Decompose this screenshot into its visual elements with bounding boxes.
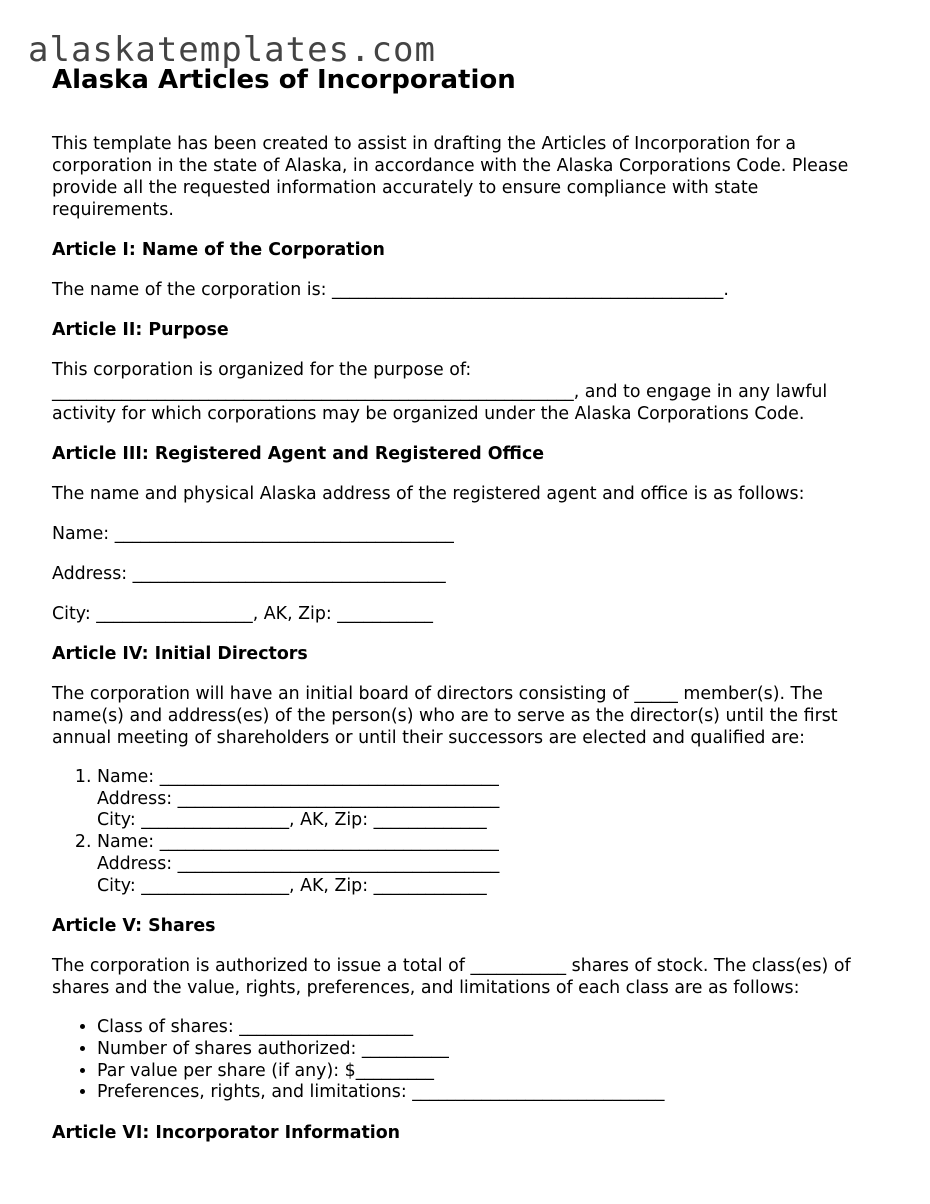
article-6-heading: Article VI: Incorporator Information: [52, 1123, 401, 1144]
agent-city-field: City: __________________, AK, Zip: ___________: [52, 604, 433, 624]
watermark: alaskatemplates.com: [28, 30, 436, 70]
shares-list-item: • Class of shares: ____________________: [97, 1017, 882, 1039]
document-body: [52, 64, 882, 1162]
directors-list: [52, 767, 882, 897]
director-name-field: 2. Name: _______________________________________: [97, 832, 499, 853]
article-3-heading: Article III: Registered Agent and Registered Office: [52, 444, 545, 464]
article-5-heading: Article V: Shares: [52, 916, 216, 937]
director-name-field: 1. Name: _______________________________________: [97, 767, 499, 787]
shares-list-item: • Par value per share (if any): $_________: [97, 1061, 882, 1083]
document-title: Alaska Articles of Incorporation: [52, 65, 516, 95]
article-4-text: The corporation will have an initial board of directors consisting of _____ member(s). The name(s) and address(es) of the person(s) who are to serve as the director(s) until the first annual meeting of shareholders or until their successors are elected and qualified are:: [52, 684, 838, 748]
article-3-text: The name and physical Alaska address of the registered agent and office is as follows:: [52, 484, 805, 504]
director-item: [97, 767, 882, 832]
intro-paragraph: This template has been created to assist in drafting the Articles of Incorporation for a corporation in the state of Alaska, in accordance with the Alaska Corporations Code. Please provide all the requested information accurately to ensure compliance with state requirements.: [52, 134, 849, 220]
shares-list-item: • Number of shares authorized: __________: [97, 1039, 882, 1061]
shares-list: [52, 1017, 882, 1104]
article-1-text: The name of the corporation is: _____________________________________________.: [52, 280, 729, 300]
agent-name-field: Name: _______________________________________: [52, 524, 454, 544]
article-2-heading: Article II: Purpose: [52, 320, 229, 340]
shares-list-item: • Preferences, rights, and limitations: _____________________________: [97, 1082, 882, 1104]
director-city-field: City: _________________, AK, Zip: _____________: [97, 875, 487, 896]
article-2-text: This corporation is organized for the purpose of: ____________________________________________________________, and to engage in any lawful activity for which corporations may be organized under the Alaska Corporations Code.: [52, 360, 828, 424]
director-address-field: Address: _____________________________________: [97, 853, 500, 874]
director-item: [97, 832, 882, 897]
agent-address-field: Address: ____________________________________: [52, 564, 446, 584]
article-4-heading: Article IV: Initial Directors: [52, 644, 308, 664]
article-1-heading: Article I: Name of the Corporation: [52, 240, 385, 260]
director-city-field: City: _________________, AK, Zip: _____________: [97, 810, 487, 831]
article-5-text: The corporation is authorized to issue a total of ___________ shares of stock. The class(es) of shares and the value, rights, preferences, and limitations of each class are as follows:: [52, 956, 851, 999]
director-address-field: Address: _____________________________________: [97, 788, 500, 809]
